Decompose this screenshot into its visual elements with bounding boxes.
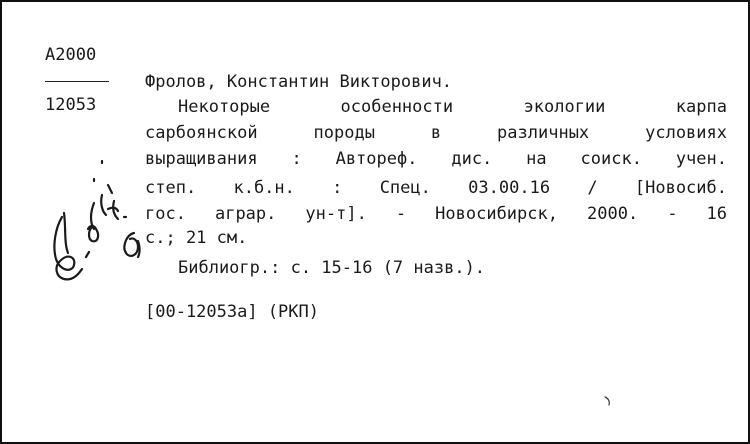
shelf-divider-rule bbox=[45, 81, 109, 82]
description-line-5: гос. аграр. ун-т]. - Новосибирск, 2000. - 16 bbox=[145, 204, 727, 224]
description-line-1: Некоторые особенности экологии карпа bbox=[178, 97, 727, 117]
description-line-6: с.; 21 см. bbox=[145, 228, 248, 248]
record-id: [00-12053а] (РКП) bbox=[145, 302, 319, 322]
author-heading: Фролов, Константин Викторович. bbox=[145, 72, 453, 92]
ink-speck bbox=[603, 395, 613, 407]
description-line-3: выращивания : Автореф. дис. на соиск. учен. bbox=[145, 149, 727, 169]
handwritten-signature bbox=[42, 157, 152, 292]
bibliography-note: Библиогр.: с. 15-16 (7 назв.). bbox=[178, 258, 486, 278]
inventory-number: 12053 bbox=[45, 95, 97, 115]
description-line-4: степ. к.б.н. : Спец. 03.00.16 / [Новосиб. bbox=[145, 178, 727, 198]
shelf-code: А2000 bbox=[45, 45, 97, 65]
description-line-2: сарбоянской породы в различных условиях bbox=[145, 123, 727, 143]
